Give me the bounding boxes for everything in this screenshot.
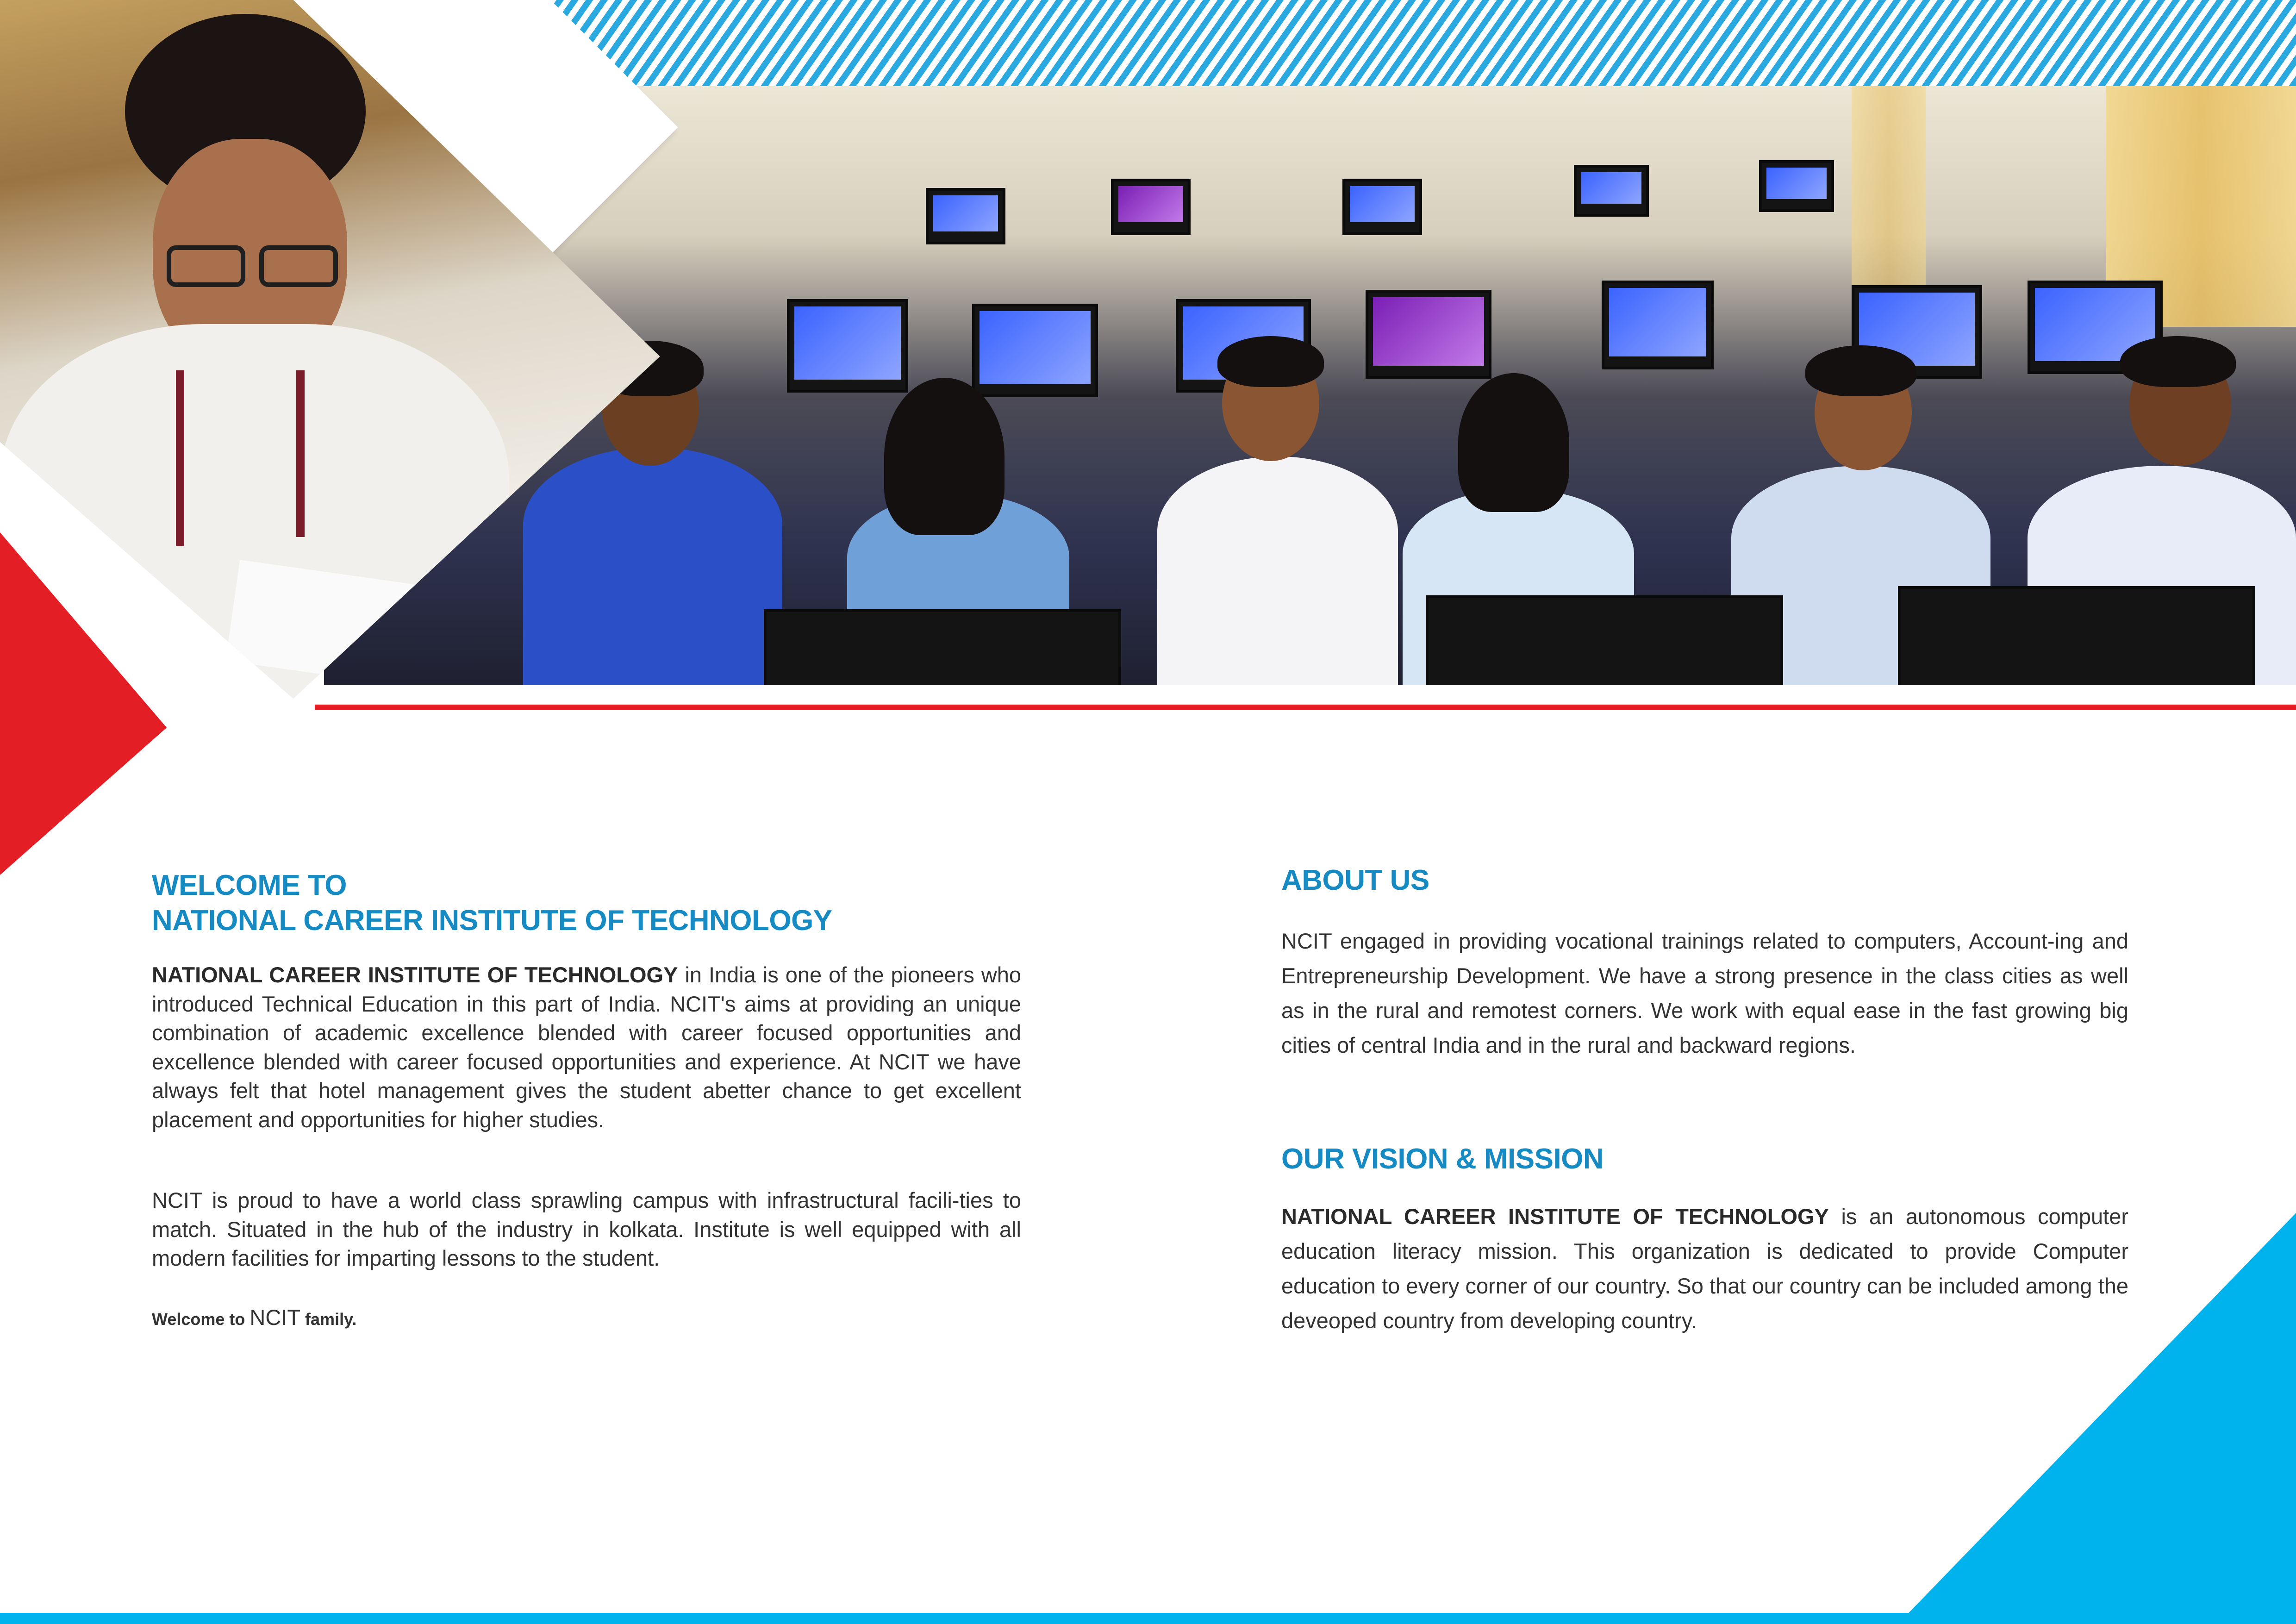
welcome-heading-line2: NATIONAL CAREER INSTITUTE OF TECHNOLOGY bbox=[152, 905, 832, 937]
welcome-closing-brand: NCIT bbox=[250, 1305, 301, 1330]
welcome-closing bbox=[152, 1305, 356, 1330]
welcome-paragraph-1-rest: in India is one of the pioneers who introduced Technical Education in this part of India. NCIT's aims at providing an unique combination of academic excellence blended with career focused opportunities and excellence blended with career focused opportunities and experience. At NCIT we have always felt that hotel management gives the student abetter chance to get excellent placement and opportunities for higher studies. bbox=[152, 962, 1022, 1132]
vision-paragraph-lead: NATIONAL CAREER INSTITUTE OF TECHNOLOGY bbox=[1281, 1204, 1829, 1229]
about-paragraph: NCIT engaged in providing vocational trainings related to computers, Account-ing and Entrepreneurship Development. We have a strong presence in the class cities as well as in the rural and remotest corners. We work with equal ease in the fast growing big cities of central India and in the rural and backward regions. bbox=[1281, 929, 2128, 1057]
welcome-heading-line1: WELCOME TO bbox=[152, 869, 347, 901]
red-divider-line bbox=[315, 705, 2296, 710]
about-heading: ABOUT US bbox=[1281, 864, 1429, 896]
welcome-paragraph-1 bbox=[152, 961, 1021, 1134]
red-side-triangle bbox=[0, 532, 167, 875]
vision-paragraph bbox=[1281, 1199, 2128, 1338]
blue-bottom-bar bbox=[0, 1613, 2296, 1624]
welcome-closing-suffix: family. bbox=[300, 1310, 357, 1329]
welcome-paragraph-1-lead: NATIONAL CAREER INSTITUTE OF TECHNOLOGY bbox=[152, 962, 678, 987]
vision-paragraph-rest: is an autonomous computer education literacy mission. This organization is dedicated to provide Computer education to every corner of our country. So that our country can be included among the deveoped country from developing country. bbox=[1281, 1204, 2128, 1333]
vision-heading: OUR VISION & MISSION bbox=[1281, 1143, 1604, 1175]
welcome-closing-prefix: Welcome to bbox=[152, 1310, 250, 1329]
welcome-paragraph-2: NCIT is proud to have a world class sprawling campus with infrastructural facili-ties to match. Situated in the hub of the industry in kolkata. Institute is well equipped with all modern facilities for imparting lessons to the student. bbox=[152, 1188, 1021, 1270]
welcome-heading bbox=[152, 868, 1031, 938]
